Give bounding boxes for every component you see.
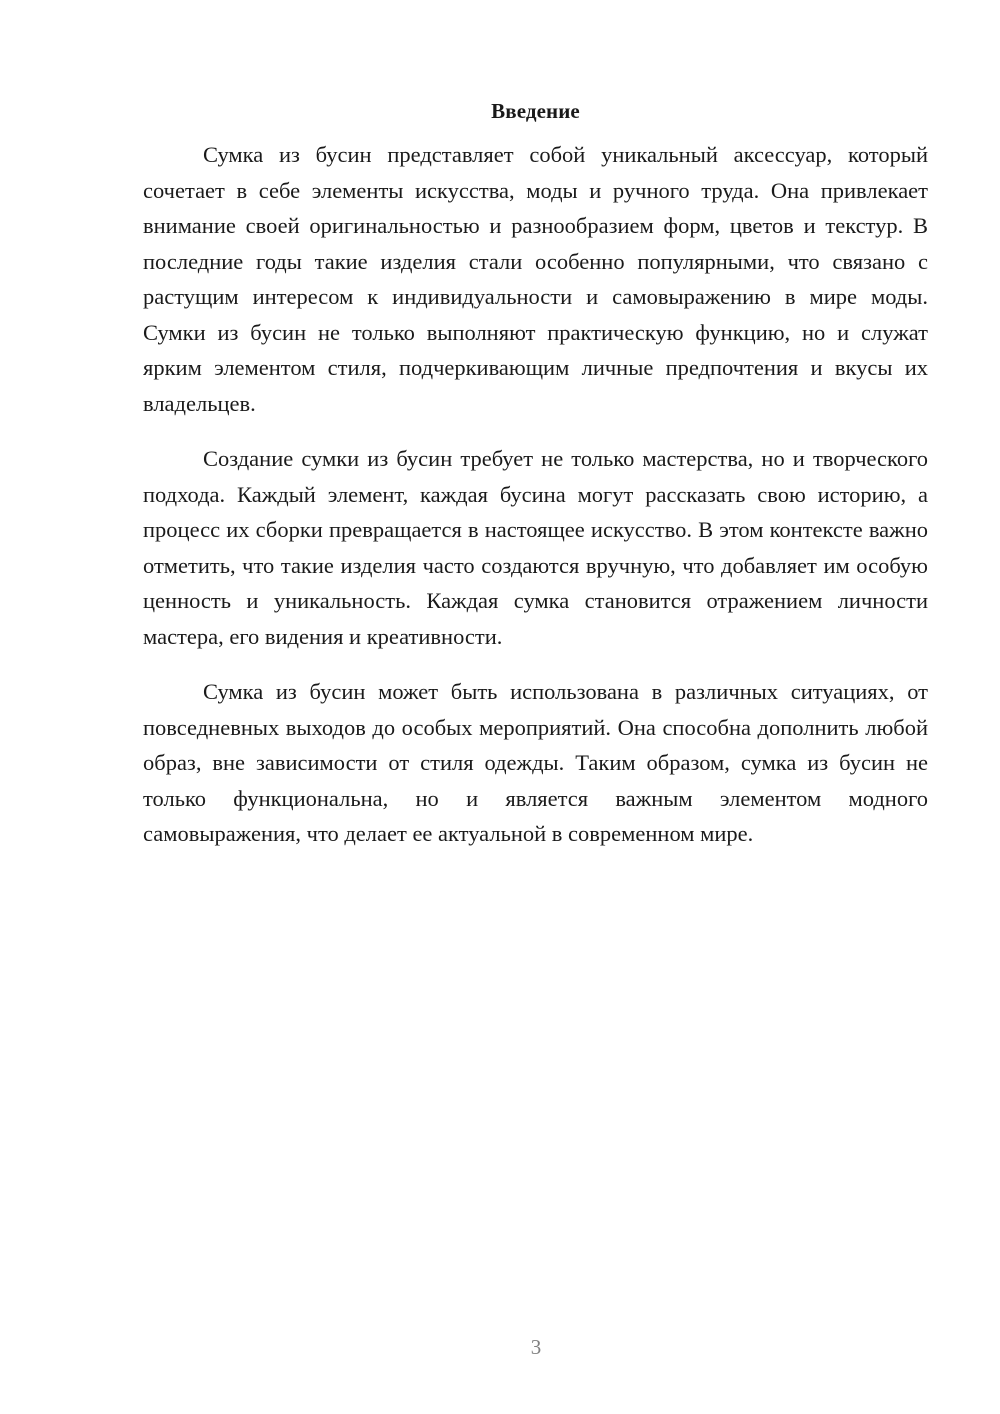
page-number: 3: [530, 1335, 542, 1359]
paragraph-2: Создание сумки из бусин требует не только мастерства, но и творческого подхода. Каждый элемент, каждая бусина могут рассказать свою историю, а процесс их сборки превращается в настоящее искусство. В этом контексте важно отметить, что такие изделия часто создаются вручную, что добавляет им особую ценность и уникальность. Каждая сумка становится отражением личности мастера, его видения и креативности.: [143, 446, 928, 649]
paragraph-3: Сумка из бусин может быть использована в различных ситуациях, от повседневных выходов до особых мероприятий. Она способна дополнить любой образ, вне зависимости от стиля одежды. Таким образом, сумка из бусин не только функциональна, но и является важным элементом модного самовыражения, что делает ее актуальной в современном мире.: [143, 679, 928, 846]
paragraph-1: Сумка из бусин представляет собой уникальный аксессуар, который сочетает в себе элементы искусства, моды и ручного труда. Она привлекает внимание своей оригинальностью и разнообразием форм, цветов и текстур. В последние годы такие изделия стали особенно популярными, что связано с растущим интересом к индивидуальности и самовыражению в мире моды. Сумки из бусин не только выполняют практическую функцию, но и служат ярким элементом стиля, подчеркивающим личные предпочтения и вкусы их владельцев.: [143, 142, 928, 416]
section-heading: Введение: [491, 99, 580, 123]
page-content: [143, 96, 928, 872]
